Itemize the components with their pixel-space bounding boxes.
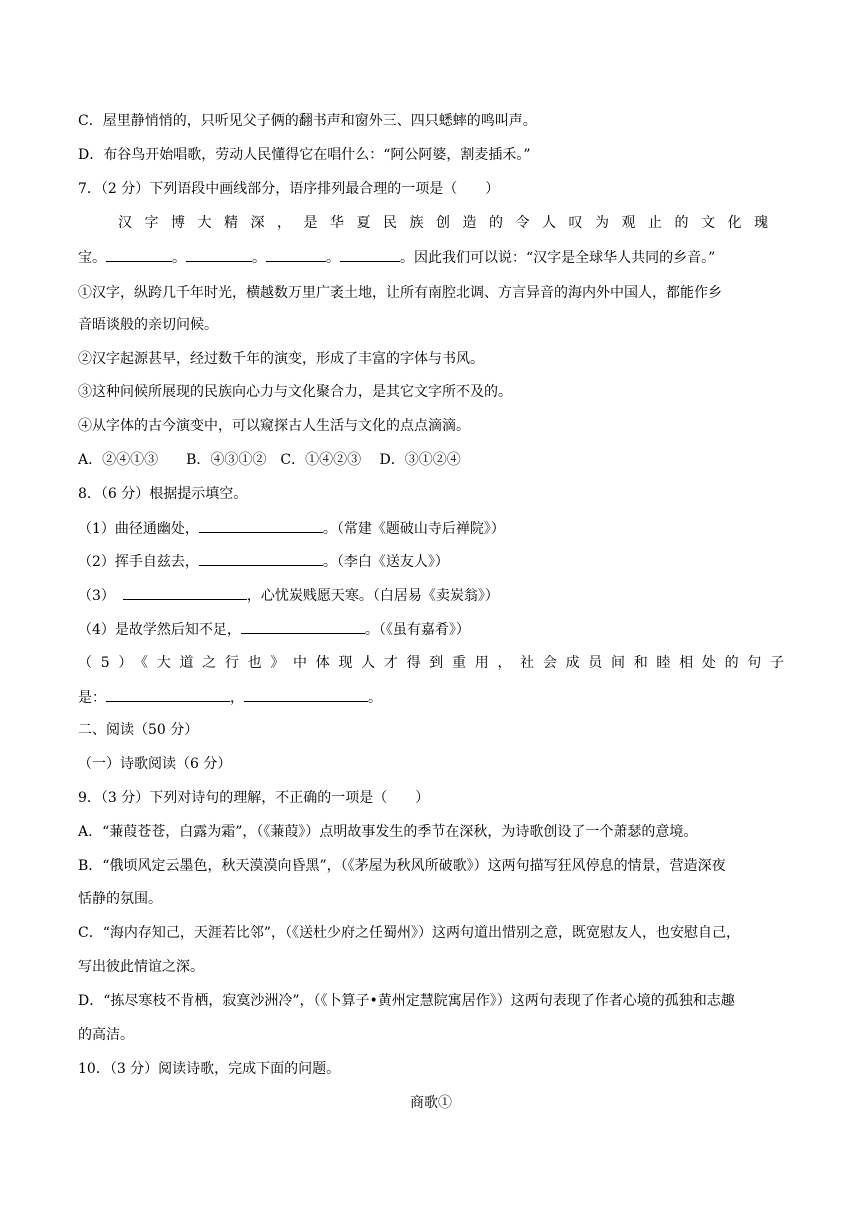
item-text: ， <box>230 690 244 706</box>
item-text: （3） <box>78 588 115 604</box>
item-text: 。（常建《题破山寺后禅院》） <box>322 521 505 537</box>
q7-sentence-1-cont: 音晤谈般的亲切问候。 <box>78 317 218 333</box>
q7-passage-line1: 汉字博大精深，是华夏民族创造的令人叹为观止的文化瑰 <box>118 215 768 231</box>
passage-text: 。 <box>252 250 266 266</box>
item-text: （4）是故学然后知不足， <box>78 622 241 638</box>
subsection-poetry-heading: （一）诗歌阅读（6 分） <box>78 756 232 772</box>
q9-option-b: B．“俄顷风定云墨色，秋天漠漠向昏黑”，（《茅屋为秋风所破歌》）这两句描写狂风停息的情景，营造深夜 <box>78 858 726 874</box>
item-text: （1）曲径通幽处， <box>78 521 199 537</box>
blank-line <box>186 247 252 262</box>
item-text: 。（李白《送友人》） <box>322 554 449 570</box>
blank-line <box>266 247 326 262</box>
blank-line <box>199 551 323 566</box>
q7-sentence-4: ④从字体的古今演变中，可以窥探古人生活与文化的点点滴滴。 <box>78 418 470 434</box>
q8-item-3 <box>78 585 784 606</box>
blank-line <box>199 518 323 533</box>
q7-sentence-3: ③这种问候所展现的民族向心力与文化聚合力，是其它文字所不及的。 <box>78 384 512 400</box>
q7-passage-line2 <box>78 247 784 268</box>
q9-stem: 9．（3 分）下列对诗句的理解，不正确的一项是（ ） <box>78 790 430 806</box>
q7-sentence-1: ①汉字，纵跨几千年时光，横越数万里广袤土地，让所有南腔北调、方言异音的海内外中国人，都能作乡 <box>78 285 722 301</box>
q8-item-5-cont <box>78 687 784 708</box>
q7-stem: 7．（2 分）下列语段中画线部分，语序排列最合理的一项是（ ） <box>78 181 500 197</box>
q9-option-d: D．“拣尽寒枝不肯栖，寂寞沙洲冷”，（《卜算子•黄州定慧院寓居作》）这两句表现了作者心境的孤独和志趣 <box>78 993 735 1009</box>
item-text: 是： <box>78 690 106 706</box>
q10-stem: 10．（3 分）阅读诗歌，完成下面的问题。 <box>78 1061 341 1077</box>
q9-option-c-cont: 写出彼此情谊之深。 <box>78 959 204 975</box>
section-reading-heading: 二、阅读（50 分） <box>78 722 199 738</box>
item-text: 。（《虽有嘉肴》） <box>364 622 470 638</box>
q9-option-b-cont: 恬静的氛围。 <box>78 891 162 907</box>
q8-item-1 <box>78 518 784 539</box>
blank-line <box>340 247 400 262</box>
q9-option-d-cont: 的高洁。 <box>78 1027 134 1043</box>
q6-option-c: C．屋里静悄悄的，只听见父子俩的翻书声和窗外三、四只蟋蟀的鸣叫声。 <box>78 113 537 129</box>
item-text: 。 <box>368 690 382 706</box>
poem-title: 商歌① <box>410 1095 452 1111</box>
passage-text: 。因此我们可以说：“汉字是全球华人共同的乡音。” <box>400 250 716 266</box>
q8-item-4 <box>78 619 784 640</box>
blank-line <box>241 619 365 634</box>
item-text: （2）挥手自兹去， <box>78 554 199 570</box>
blank-line <box>106 247 172 262</box>
q7-options: A．②④①③ B．④③①② C．①④②③ D．③①②④ <box>78 452 461 468</box>
q8-item-5: （5）《大道之行也》中体现人才得到重用，社会成员间和睦相处的句子 <box>78 655 784 671</box>
passage-text: 。 <box>326 250 340 266</box>
blank-line <box>123 585 247 600</box>
blank-line <box>244 687 368 702</box>
q7-sentence-2: ②汉字起源甚早，经过数千年的演变，形成了丰富的字体与书风。 <box>78 351 484 367</box>
item-text: ，心忧炭贱愿天寒。（白居易《卖炭翁》） <box>246 588 499 604</box>
q6-option-d: D．布谷鸟开始唱歌，劳动人民懂得它在唱什么：“阿公阿婆，割麦插禾。” <box>78 147 531 163</box>
blank-line <box>106 687 230 702</box>
passage-text: 宝。 <box>78 250 106 266</box>
q9-option-a: A．“蒹葭苍苍，白露为霜”，（《蒹葭》）点明故事发生的季节在深秋，为诗歌创设了一个萧瑟的意境。 <box>78 824 698 840</box>
passage-text: 。 <box>172 250 186 266</box>
q8-stem: 8．（6 分）根据提示填空。 <box>78 486 248 502</box>
q8-item-2 <box>78 551 784 572</box>
q9-option-c: C．“海内存知己，天涯若比邻”，（《送杜少府之任蜀州》）这两句道出惜别之意，既宽慰友人，也安慰自己， <box>78 925 741 941</box>
